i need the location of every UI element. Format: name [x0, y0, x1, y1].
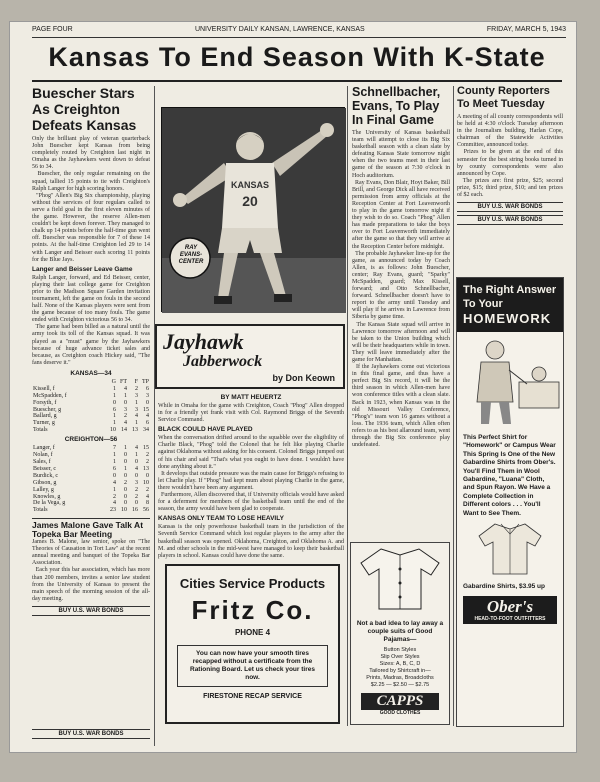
stat-cell: 0 — [146, 399, 149, 406]
stat-cell: 15 — [143, 445, 149, 452]
stat-cell: 1 — [124, 445, 127, 452]
stat-cell: 4 — [135, 465, 138, 472]
stat-cell: 0 — [124, 493, 127, 500]
stat-cell: 3 — [135, 479, 138, 486]
stat-cell: 1 — [124, 465, 127, 472]
jayhawk-intro: While in Omaha for the game with Creighton, Coach "Phog" Allen dropped in for a friendly yet frank visit with Col. Raymond Briggs of the Seventh Service Command. — [158, 403, 346, 424]
kansas-player-row — [32, 386, 150, 393]
stat-cell: 1 — [113, 486, 116, 493]
stat-cell: 0 — [124, 486, 127, 493]
ad-obers-line-2: To Your — [463, 298, 503, 310]
stat-cell: 0 — [124, 472, 127, 479]
buescher-headline: Buescher Stars As Creighton Defeats Kansas — [32, 85, 137, 133]
player-name: Langer, f — [33, 445, 55, 452]
stat-cell: 2 — [124, 413, 127, 420]
box-header-row — [32, 379, 150, 386]
stat-cell: 0 — [124, 399, 127, 406]
left-column — [32, 85, 150, 745]
folio-masthead: UNIVERSITY DAILY KANSAN, LAWRENCE, KANSAS — [194, 26, 365, 33]
column-rule — [154, 86, 155, 746]
stat-cell: 2 — [146, 458, 149, 465]
stat-cell: 0 — [124, 458, 127, 465]
jersey-number: 20 — [242, 193, 258, 209]
obers-shirt-ad — [456, 277, 564, 727]
stat-cell: 1 — [113, 458, 116, 465]
stat-cell: 3 — [124, 406, 127, 413]
stat-cell: 4 — [135, 413, 138, 420]
player-name: Gibson, g — [33, 479, 57, 486]
player-photo — [161, 107, 345, 312]
ad-cities-brand: Fritz Co. — [191, 595, 314, 625]
stat-cell: 34 — [143, 427, 149, 434]
stat-cell: 4 — [113, 500, 116, 507]
column-byline: by Don Keown — [272, 373, 335, 383]
stat-cell: 1 — [113, 452, 116, 459]
column-rule — [347, 86, 348, 726]
ad-capps-tagline: Not a bad idea to lay away a couple suits of Good Pajamas— — [356, 620, 444, 643]
player-name: Nolan, f — [33, 452, 53, 459]
jayhawk-body-1: When the conversation drifted around to the squabble over the eligibility of Charlie Black, "Phog" told the Colonel that he felt like playing Charlie against Oklahoma without asking for his consent. Colonel Briggs jumped out of his chair and said "That's what you ought to have done. I wouldn't have done anything about it." It develops that outside pressure was the main cause for Briggs's refusing to let Charlie play. If "Phog" had kept mum about playing Charlie in the game, there wouldn't have been any argument. Furthermore, Allen discovered that, if University officials would have asked for a deferment for members of the basketball team until the end of the season, the army would have been glad to cooperate. — [158, 435, 345, 513]
war-bonds-strip-left: BUY U.S. WAR BONDS — [32, 606, 150, 616]
player-name: Burdick, c — [33, 472, 58, 479]
stat-cell: 8 — [146, 500, 149, 507]
stat-cell: 0 — [135, 458, 138, 465]
stat-cell: 1 — [113, 392, 116, 399]
pajama-illustration — [351, 543, 449, 613]
stat-cell: 15 — [143, 406, 149, 413]
ad-cities-line-1: Cities Service Products — [179, 576, 326, 591]
stat-cell: 1 — [113, 413, 116, 420]
stat-cell: 0 — [135, 472, 138, 479]
stat-cell: 4 — [146, 413, 149, 420]
stat-cell: 6 — [113, 465, 116, 472]
kansas-box-table — [32, 379, 150, 434]
capps-pajama-ad — [350, 542, 450, 725]
newspaper-page — [10, 22, 576, 752]
stat-cell: 10 — [110, 427, 116, 434]
creighton-totals-row — [32, 507, 150, 514]
col-f: F — [134, 378, 138, 385]
student-illustration — [457, 332, 563, 427]
stat-cell: 0 — [124, 500, 127, 507]
kansas-player-row — [32, 393, 150, 400]
stat-cell: 4 — [124, 420, 127, 427]
banner-headline: Kansas To End Season With K-State — [48, 42, 546, 72]
buescher-subhead: Langer and Beisser Leave Game — [32, 265, 133, 273]
county-headline: County Reporters To Meet Tuesday — [457, 85, 550, 110]
stat-cell: 16 — [132, 507, 138, 514]
stat-cell: 3 — [135, 392, 138, 399]
war-bonds-strip-right-2: BUY U.S. WAR BONDS — [457, 215, 563, 225]
cities-service-ad — [165, 564, 340, 724]
stat-cell: 56 — [143, 507, 149, 514]
player-name: Totals — [33, 507, 48, 514]
photo-caption-line-3: CENTER — [178, 259, 204, 265]
kansas-player-row — [32, 400, 150, 407]
stat-cell: 0 — [113, 399, 116, 406]
stat-cell: 2 — [135, 486, 138, 493]
malone-headline: James Malone Gave Talk At Topeka Bar Meeting — [32, 518, 150, 539]
column-title — [163, 329, 339, 372]
player-name: Kissell, f — [33, 385, 55, 392]
banner-rule — [32, 80, 562, 82]
player-name: Totals — [33, 427, 48, 434]
ad-capps-brand-sub: GOOD CLOTHES — [379, 710, 421, 716]
stat-cell: 2 — [146, 452, 149, 459]
player-name: Forsyth, f — [33, 399, 57, 406]
col-ft: FT — [119, 378, 127, 385]
player-name: Sales, f — [33, 458, 51, 465]
stat-cell: 0 — [113, 472, 116, 479]
player-name: De la Vega, g — [33, 500, 66, 507]
kansas-box-body — [32, 386, 150, 434]
schnellbacher-body: The University of Kansas basketball team will attempt to close its Big Six basketball season with a clean slate by defeating Kansas State tomorrow night when the two teams meet in their last game of the season at 7:30 o'clock in Hoch auditorium. Ray Evans, Don Blair, Hoyt Baker, Bill Brill, and George Dick all have received permission from army officials at the Reception Center at Fort Leavenworth to play in the game tomorrow night if they wish to do so. Coach "Phog" Allen has made preparations to take the boys over to Fort Leavenworth immediately after the game so that they will arrive at the Reception Center before midnight. The probable Jayhawker line-up for the game, as announced today by Coach Allen, is as follows: John Buescher, center; Ray Evans, guard; "Sparky" McSpadden, guard; Max Kissell, forward; and Otto Schnellbacher, forward. Schnellbacher doesn't have to report to the army until Tuesday and will play if he arrives in Lawrence from Siberia by game time. The Kansas State squad will arrive in Lawrence tomorrow afternoon and will be taken to the Union building which will be their headquarters while in town. They will leave immediately after the game for Manhattan. If the Jayhawkers come out victorious in this final game, and thus have a perfect Big Six record, it will be the third season in which Allen-men have won conference titles with a clean slate. Back in 1923, when Kansas was in the old Missouri Valley Conference, "Phog's" team won 16 games without a loss. The 1936 team, which Allen often refers to as his best allaround team, went through the Big Six conference play undefeated. — [352, 130, 451, 449]
folio-page: PAGE FOUR — [32, 26, 73, 33]
creighton-box-table — [32, 445, 150, 514]
ad-capps-styles: Button Styles Slip Over Styles Sizes: A, B, C, D Tailored by Shirtcraft in— Prints, Madras, Broadcloths $2.25 — $2.50 — $2.75 — [366, 647, 434, 688]
stat-cell: 7 — [113, 445, 116, 452]
creighton-player-row — [32, 452, 150, 459]
malone-body: James B. Malone, law senior, spoke on "The Theories of Causation in Tort Law" at the recent annual meeting and banquet of the Topeka Bar Association. Each year this bar association, which has more than 200 members, invites a senior law student from the University of Kansas to present the main speech of the morning session of the all-day meeting. — [32, 539, 151, 602]
stat-cell: 1 — [124, 392, 127, 399]
ad-obers-line-1: The Right Answer — [463, 284, 557, 296]
schnellbacher-headline: Schnellbacher, Evans, To Play In Final Game — [352, 85, 441, 127]
player-name: Lalley, g — [33, 486, 54, 493]
stat-cell: 6 — [113, 406, 116, 413]
photo-caption-line-2: EVANS- — [179, 252, 203, 258]
jayhawk-column-body — [158, 392, 344, 562]
ad-cities-phone: PHONE 4 — [234, 628, 271, 637]
jayhawk-sub-byline: BY MATT HEUERTZ — [220, 394, 282, 401]
box-score — [32, 370, 150, 514]
creighton-player-row — [32, 473, 150, 480]
creighton-player-row — [32, 494, 150, 501]
kansas-totals-row — [32, 427, 150, 434]
stat-cell: 2 — [135, 493, 138, 500]
stat-cell: 2 — [113, 493, 116, 500]
stat-cell: 3 — [135, 406, 138, 413]
county-body: A meeting of all county correspondents will be held at 4:30 o'clock Tuesday afternoon in the Journalism building, Harlan Cope, chairman of the Statewide Activities Committee, announced today. Prizes to be given at the end of this semester for the best string books turned in by county correspondents were also announced by Cope. The prizes are: first prize, $25; second prize, $15; third prize, $10; and ten prizes of $2 each. — [457, 114, 563, 199]
player-name: Turner, g — [33, 420, 55, 427]
ad-cities-body: You can now have your smooth tires recapped without a certificate from the Rationing Board. Let us check your tires now. — [177, 645, 328, 687]
kansas-player-row — [32, 413, 150, 420]
ad-obers-line-3: HOMEWORK — [463, 311, 552, 326]
buescher-body-2: Ralph Langer, forward, and Ed Beisser, center, playing their last college game for Creighton prior to the Madison Square Garden invitation tournament, left the game on fouls in the second half. None of the Kansas players were sent from the game because of too many fouls. The game ended with Creighton victorious 56 to 34. The game had been billed as a natural until the army took its toll of the Kansas squad. It was played as a "must" game by the Jayhawkers because of huge advance ticket sales and because, as Creighton coach Hickey said, "The fans deserve it." — [32, 274, 151, 366]
stat-cell: 23 — [110, 507, 116, 514]
stat-cell: 2 — [124, 479, 127, 486]
stat-cell: 1 — [135, 452, 138, 459]
stat-cell: 1 — [135, 420, 138, 427]
photo-caption-line-1: RAY — [184, 245, 198, 251]
player-figure-illustration — [162, 108, 346, 313]
column-rule — [453, 86, 454, 726]
col-g: G — [111, 378, 116, 385]
player-name: Buescher, g — [33, 406, 62, 413]
ad-obers-price: Gabardine Shirts, $3.95 up — [463, 583, 545, 591]
stat-cell: 13 — [132, 427, 138, 434]
county-column — [457, 85, 563, 275]
stat-cell: 6 — [146, 385, 149, 392]
stat-cell: 4 — [146, 493, 149, 500]
player-name: McSpadden, f — [33, 392, 67, 399]
stat-cell: 10 — [143, 479, 149, 486]
stat-cell: 0 — [124, 452, 127, 459]
column-title-line-1: Jayhawk — [163, 329, 244, 354]
shirt-illustration — [457, 520, 563, 576]
creighton-box-body — [32, 445, 150, 514]
stat-cell: 0 — [135, 500, 138, 507]
player-name: Ballard, g — [33, 413, 57, 420]
stat-cell: 0 — [146, 472, 149, 479]
stat-cell: 6 — [146, 420, 149, 427]
kansas-player-row — [32, 420, 150, 427]
stat-cell: 10 — [121, 507, 127, 514]
photo-caption — [172, 245, 210, 266]
jayhawk-jabberwock-box — [155, 324, 345, 389]
stat-cell: 1 — [135, 399, 138, 406]
col-tp: TP — [141, 378, 149, 385]
folio-line — [32, 26, 566, 38]
stat-cell: 14 — [121, 427, 127, 434]
jersey-lettering: KANSAS — [230, 180, 270, 190]
stat-cell: 1 — [113, 420, 116, 427]
player-name: Beisser, c — [33, 465, 57, 472]
column-title-line-2: Jabberwock — [183, 353, 263, 370]
stat-cell: 2 — [146, 486, 149, 493]
kansas-player-row — [32, 407, 150, 414]
stat-cell: 13 — [143, 465, 149, 472]
stat-cell: 2 — [135, 385, 138, 392]
war-bonds-strip-bottom: BUY U.S. WAR BONDS — [32, 729, 150, 739]
stat-cell: 1 — [113, 385, 116, 392]
stat-cell: 3 — [146, 392, 149, 399]
creighton-box-title: CREIGHTON—56 — [64, 436, 118, 444]
creighton-player-row — [32, 500, 150, 507]
creighton-player-row — [32, 480, 150, 487]
buescher-body: Only the brilliant play of veteran quarterback John Buescher kept Kansas from being completely routed by Creighton last night in Omaha as the Jayhawkers went down to defeat 56 to 34. Buescher, the only regular remaining on the squad, tallied 15 points to tie with Creighton's Ralph Langer for high scoring honors. "Phog" Allen's Big Six championship, playing without the services of four regulars called to serve a field goal in the first eleven minutes of the game. However, the reserve Allen-men couldn't be kept down forever. They managed to chalk up 14 points before the half-time gun went off. Buescher was responsible for 7 of these 14 points. At the half-time Creighton led 29 to 14 with Langer and Beisser each scoring 11 points for the Blue Jays. — [32, 136, 151, 263]
stat-cell: 4 — [135, 445, 138, 452]
stat-cell: 4 — [124, 385, 127, 392]
jayhawk-subhead-1: BLACK COULD HAVE PLAYED — [158, 426, 253, 434]
ad-obers-brand-sub: HEAD-TO-FOOT OUTFITTERS — [463, 616, 557, 624]
jayhawk-body-2: Kansas is the only powerhouse basketball team in the jurisdiction of the Seventh Service Command which lost regular players to the army after the basketball season was opened. Oklahoma, Creighton, and Oklahoma A. and M. and other schools in the mid-west have managed to keep their basketball players in school. Kansas could have done the same. — [158, 524, 346, 559]
schnellbacher-column — [352, 85, 450, 540]
stat-cell: 4 — [113, 479, 116, 486]
ad-cities-footer: FIRESTONE RECAP SERVICE — [203, 693, 302, 700]
folio-date: FRIDAY, MARCH 5, 1943 — [486, 26, 566, 33]
war-bonds-strip-right-1: BUY U.S. WAR BONDS — [457, 202, 563, 212]
jayhawk-subhead-2: KANSAS ONLY TEAM TO LOSE HEAVILY — [158, 515, 284, 523]
ad-capps-brand: CAPPS — [361, 693, 439, 710]
ad-obers-banner — [457, 278, 563, 332]
creighton-player-row — [32, 459, 150, 466]
creighton-player-row — [32, 466, 150, 473]
creighton-player-row — [32, 487, 150, 494]
ad-obers-brand: Ober's — [463, 596, 557, 616]
kansas-box-title: KANSAS—34 — [70, 369, 112, 377]
ad-obers-body: This Perfect Shirt for "Homework" or Campus Wear This Spring Is One of the New Gabardine Shirts from Ober's. You'll Find Them in Wool Gabardine, "Luana" Cloth, and Spun Rayon. We Have a Complete Collection in Different colors . . . You'll Want to See Them. — [463, 434, 556, 517]
player-name: Knowles, g — [33, 493, 61, 500]
